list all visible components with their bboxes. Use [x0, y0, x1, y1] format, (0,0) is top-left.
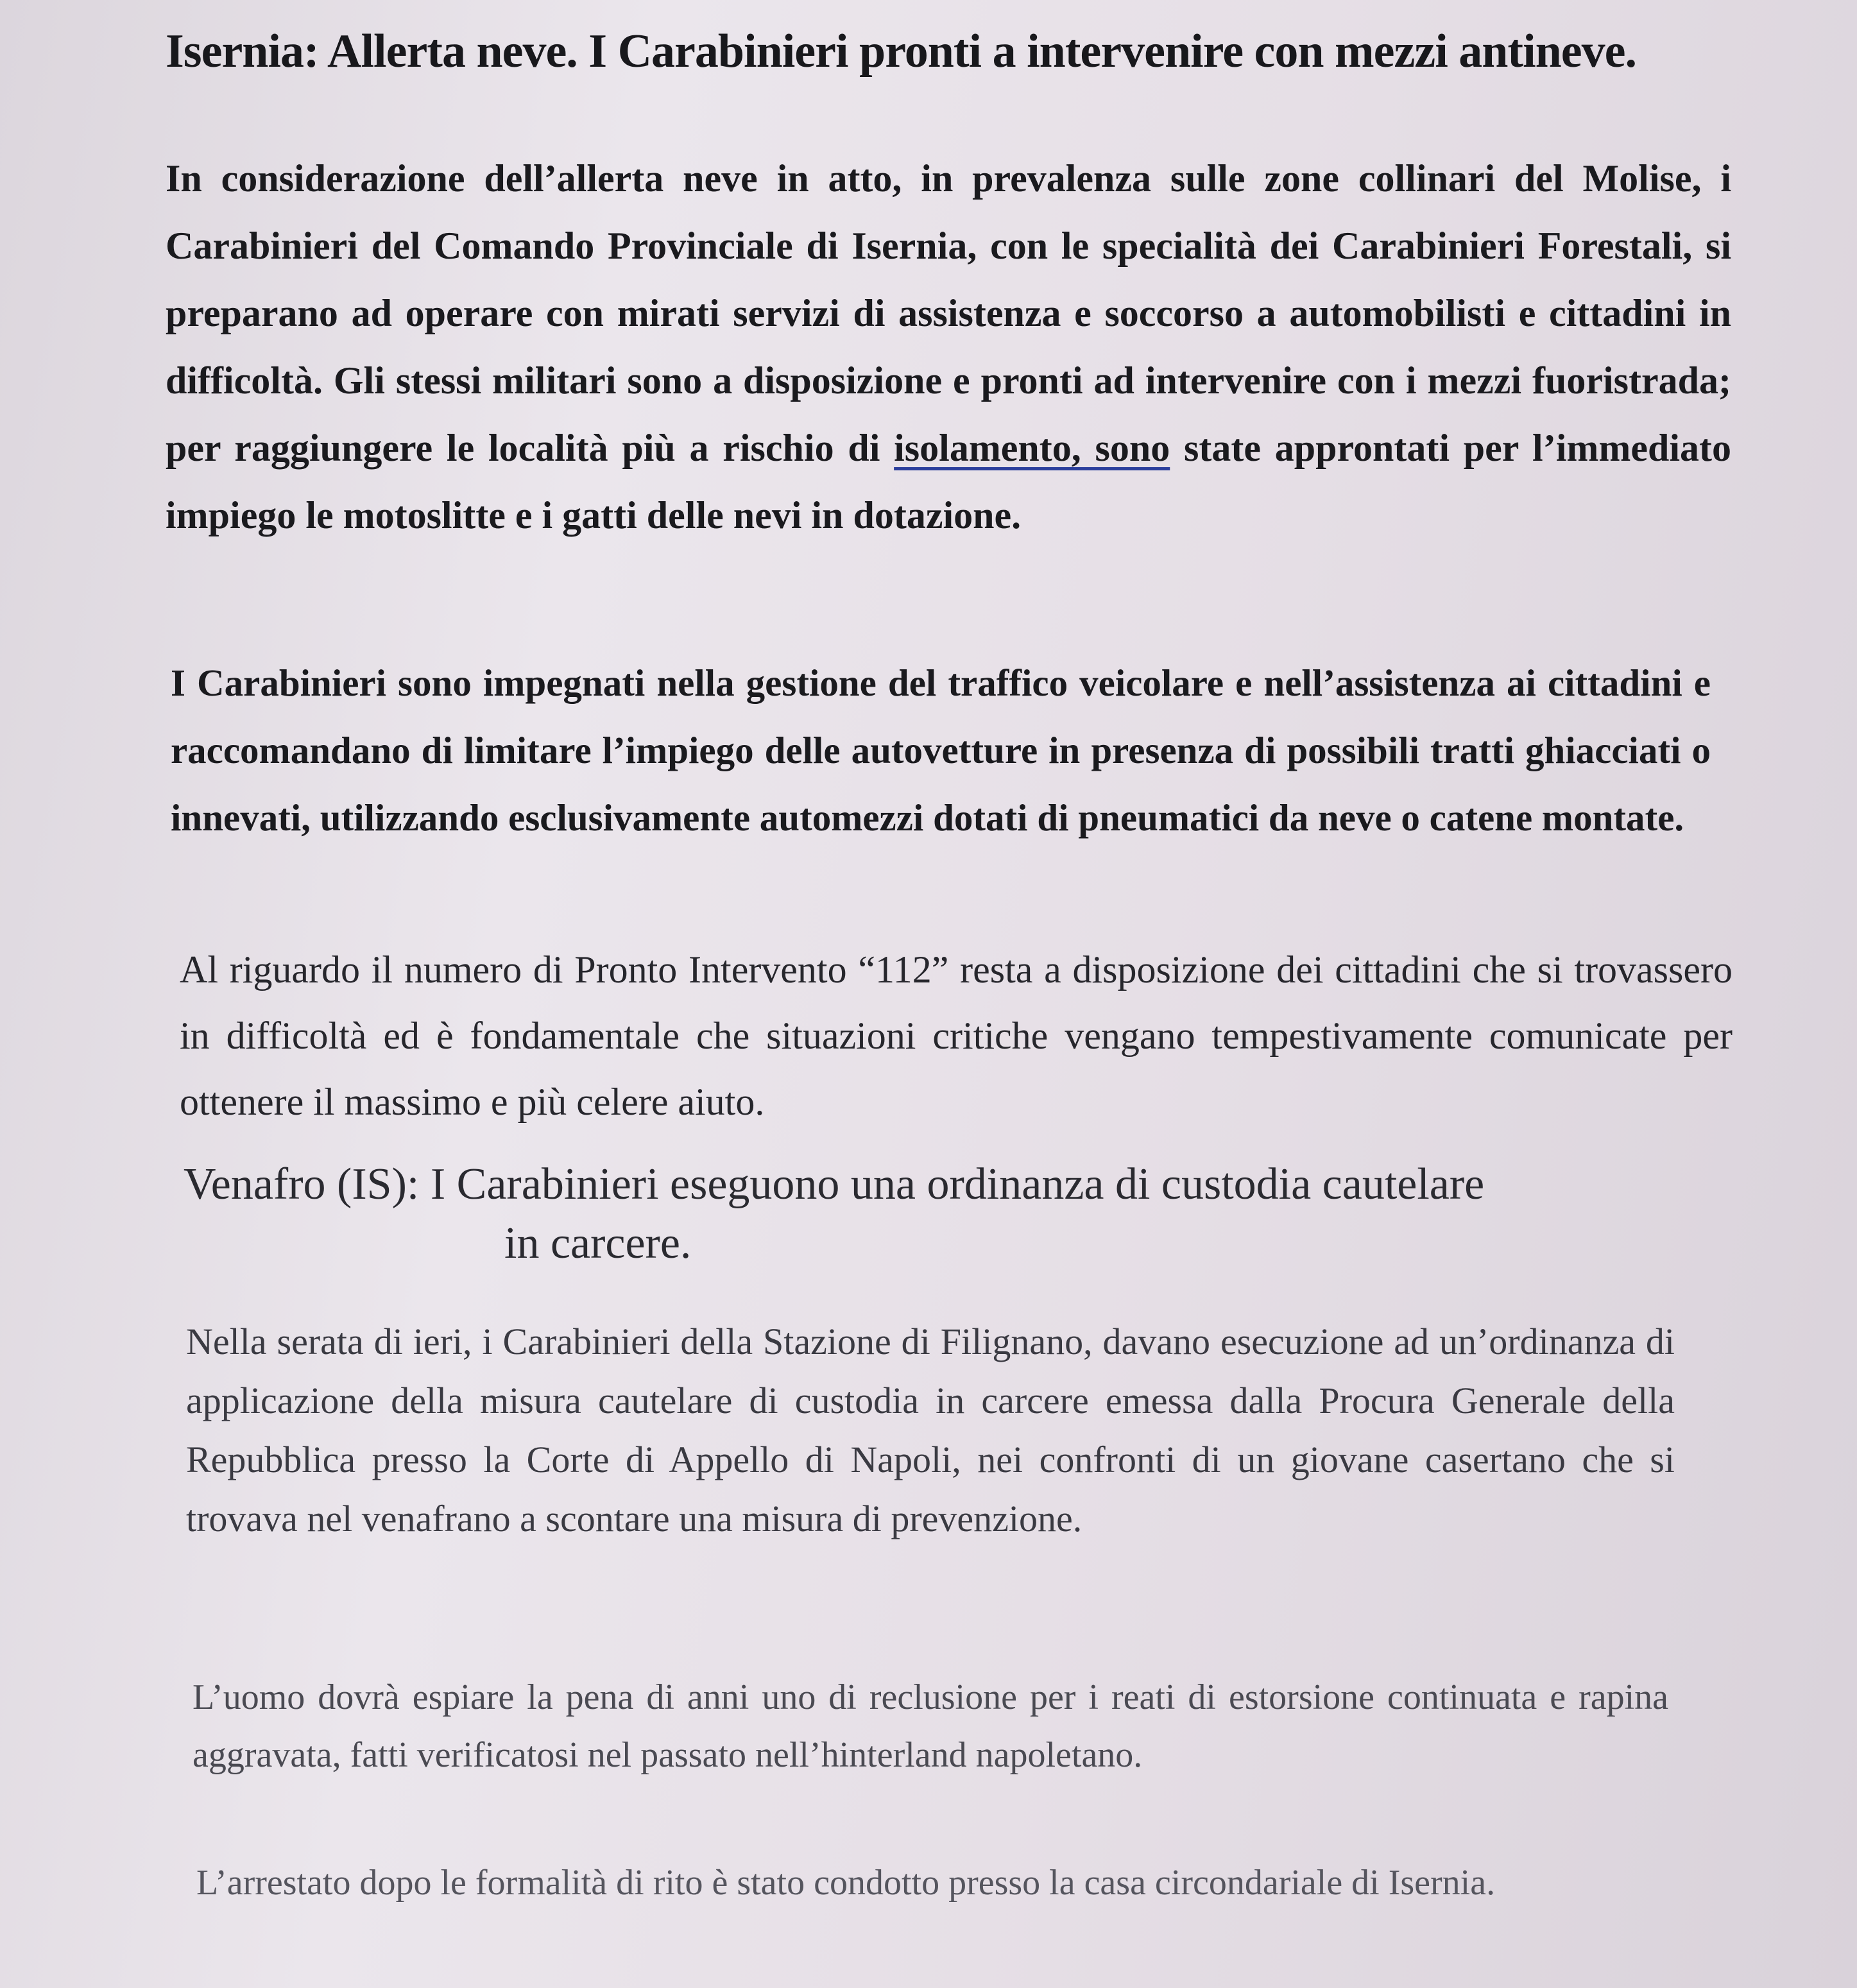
article-paragraph-venafro-1: Nella serata di ieri, i Carabinieri della Stazione di Filignano, davano esecuzione ad un’ordinanza di applicazione della misura cautelare di custodia in carcere emessa dalla Procura Generale della Repubblica presso la Corte di Appello di Napoli, nei confronti di un giovane casertano che si trovava nel venafrano a scontare una misura di prevenzione.: [186, 1321, 1675, 1539]
spellcheck-underlined-text: isolamento, sono: [894, 427, 1170, 469]
article-paragraph-snow-alert-1: [166, 145, 1731, 549]
article-title-line: in carcere.: [504, 1219, 692, 1268]
article-paragraph-venafro-3: L’arrestato dopo le formalità di rito è stato condotto presso la casa circondariale di Isernia.: [196, 1863, 1496, 1903]
article-title-line: Venafro (IS): I Carabinieri eseguono una ordinanza di custodia cautelare: [184, 1160, 1485, 1209]
article-paragraph-snow-alert-2: I Carabinieri sono impegnati nella gestione del traffico veicolare e nell’assistenza ai cittadini e raccomandano di limitare l’impiego delle autovetture in presenza di possibili tratti ghiacciati o innevati, utilizzando esclusivamente automezzi dotati di pneumatici da neve o catene montate.: [171, 662, 1711, 839]
paragraph-text: state approntati per l’immediato impiego le motoslitte e i gatti delle nevi in dotazione.: [166, 427, 1731, 536]
paragraph-text: In considerazione dell’allerta neve in atto, in prevalenza sulle zone collinari del Molise, i Carabinieri del Comando Provinciale di Isernia, con le specialità dei Carabinieri Forestali, si preparano ad operare con mirati servizi di assistenza e soccorso a automobilisti e cittadini in difficoltà. Gli stessi militari sono a disposizione e pronti ad intervenire con i mezzi fuoristrada; per raggiungere le località più a rischio di: [166, 157, 1731, 469]
article-paragraph-snow-alert-3: Al riguardo il numero di Pronto Intervento “112” resta a disposizione dei cittadini che si trovassero in difficoltà ed è fondamentale che situazioni critiche vengano tempestivamente comunicate per ottenere il massimo e più celere aiuto.: [180, 948, 1733, 1123]
article-title-snow-alert: Isernia: Allerta neve. I Carabinieri pronti a intervenire con mezzi antineve.: [166, 25, 1636, 78]
article-paragraph-venafro-2: L’uomo dovrà espiare la pena di anni uno di reclusione per i reati di estorsione continuata e rapina aggravata, fatti verificatosi nel passato nell’hinterland napoletano.: [193, 1677, 1668, 1775]
article-title-venafro: [184, 1155, 1724, 1273]
